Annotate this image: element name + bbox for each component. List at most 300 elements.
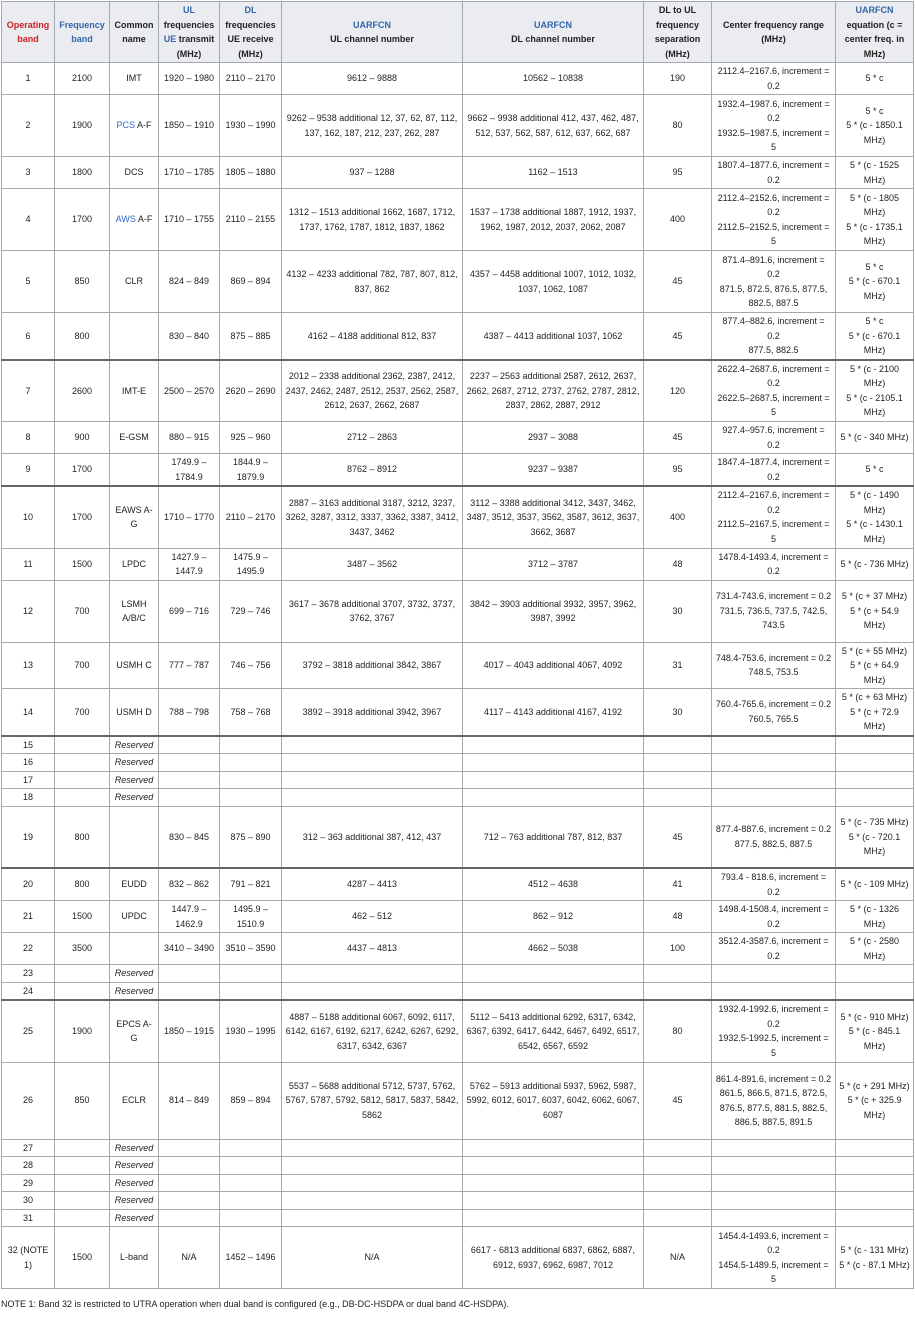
cell-equation [836, 1174, 914, 1192]
cell-center-range: 3512.4-3587.6, increment = 0.2 [712, 933, 836, 965]
cell-ul-channel [282, 965, 463, 983]
cell-center-range [712, 1174, 836, 1192]
cell-center-range [712, 1157, 836, 1175]
col-dl-frequencies: DL frequencies UE receive (MHz) [220, 2, 282, 63]
cell-band: 24 [2, 982, 55, 1000]
cell-equation: 5 * (c - 2100 MHz) 5 * (c - 2105.1 MHz) [836, 360, 914, 422]
cell-frequency: 1800 [55, 157, 110, 189]
cell-dl-channel: 5112 – 5413 additional 6292, 6317, 6342, 6367, 6392, 6417, 6442, 6467, 6492, 6517, 6542, 6567, 6592 [463, 1000, 644, 1062]
cell-center-range: 2112.4–2167.6, increment = 0.2 2112.5–2167.5, increment = 5 [712, 486, 836, 548]
table-row [2, 313, 914, 360]
cell-separation: N/A [644, 1227, 712, 1289]
cell-dl-freq: 1475.9 – 1495.9 [220, 548, 282, 580]
table-row [2, 95, 914, 157]
cell-ul-channel: 312 – 363 additional 387, 412, 437 [282, 806, 463, 868]
cell-separation: 95 [644, 454, 712, 487]
cell-frequency [55, 1174, 110, 1192]
common-name-suffix: A-F [135, 120, 152, 131]
cell-ul-freq [159, 736, 220, 754]
table-row [2, 157, 914, 189]
cell-band: 26 [2, 1062, 55, 1139]
table-row [2, 689, 914, 736]
cell-center-range: 1932.4-1992.6, increment = 0.2 1932.5-1992.5, increment = 5 [712, 1000, 836, 1062]
cell-ul-freq: 1749.9 – 1784.9 [159, 454, 220, 487]
cell-band: 22 [2, 933, 55, 965]
cell-separation: 48 [644, 901, 712, 933]
table-row [2, 1157, 914, 1175]
cell-ul-channel: 2887 – 3163 additional 3187, 3212, 3237, 3262, 3287, 3312, 3337, 3362, 3387, 3412, 3437, 3462 [282, 486, 463, 548]
cell-ul-freq: 1427.9 – 1447.9 [159, 548, 220, 580]
cell-common-name: EUDD [110, 868, 159, 901]
cell-ul-channel [282, 982, 463, 1000]
table-row [2, 548, 914, 580]
cell-dl-freq: 925 – 960 [220, 422, 282, 454]
cell-dl-freq: 746 – 756 [220, 642, 282, 689]
cell-ul-freq: 777 – 787 [159, 642, 220, 689]
cell-ul-channel: 937 – 1288 [282, 157, 463, 189]
cell-frequency: 1500 [55, 548, 110, 580]
cell-ul-channel: 3487 – 3562 [282, 548, 463, 580]
cell-separation [644, 1174, 712, 1192]
cell-equation: 5 * (c - 736 MHz) [836, 548, 914, 580]
cell-frequency: 1700 [55, 454, 110, 487]
cell-band: 3 [2, 157, 55, 189]
common-name-link[interactable]: PCS [116, 120, 135, 131]
cell-dl-freq [220, 789, 282, 807]
cell-ul-channel: 462 – 512 [282, 901, 463, 933]
cell-common-name: Reserved [110, 736, 159, 754]
cell-ul-freq: 832 – 862 [159, 868, 220, 901]
cell-ul-freq [159, 789, 220, 807]
cell-band: 10 [2, 486, 55, 548]
cell-frequency: 800 [55, 806, 110, 868]
cell-equation [836, 1209, 914, 1227]
cell-common-name: Reserved [110, 1157, 159, 1175]
cell-frequency: 800 [55, 868, 110, 901]
cell-dl-freq: 758 – 768 [220, 689, 282, 736]
cell-center-range [712, 1192, 836, 1210]
cell-dl-channel: 3712 – 3787 [463, 548, 644, 580]
footnote: NOTE 1: Band 32 is restricted to UTRA operation when dual band is configured (e.g., DB-DC-HSDPA or dual band 4C-HSDPA). [1, 1299, 509, 1309]
cell-equation: 5 * (c + 37 MHz) 5 * (c + 54.9 MHz) [836, 580, 914, 642]
cell-equation: 5 * (c - 910 MHz) 5 * (c - 845.1 MHz) [836, 1000, 914, 1062]
cell-center-range [712, 754, 836, 772]
cell-center-range: 871.4–891.6, increment = 0.2 871.5, 872.5, 876.5, 877.5, 882.5, 887.5 [712, 251, 836, 313]
cell-ul-freq: 830 – 840 [159, 313, 220, 360]
cell-dl-channel [463, 754, 644, 772]
cell-band: 25 [2, 1000, 55, 1062]
cell-separation: 120 [644, 360, 712, 422]
cell-frequency: 1500 [55, 901, 110, 933]
cell-dl-freq: 1930 – 1995 [220, 1000, 282, 1062]
cell-center-range: 1932.4–1987.6, increment = 0.2 1932.5–1987.5, increment = 5 [712, 95, 836, 157]
common-name-suffix: A-F [135, 214, 153, 225]
cell-center-range [712, 982, 836, 1000]
cell-common-name [110, 454, 159, 487]
cell-center-range [712, 1139, 836, 1157]
cell-dl-freq [220, 1157, 282, 1175]
cell-separation: 190 [644, 63, 712, 95]
table-row [2, 806, 914, 868]
cell-dl-channel: 712 – 763 additional 787, 812, 837 [463, 806, 644, 868]
cell-common-name: EPCS A-G [110, 1000, 159, 1062]
cell-common-name: Reserved [110, 965, 159, 983]
cell-ul-freq: 814 – 849 [159, 1062, 220, 1139]
cell-ul-channel: 3792 – 3818 additional 3842, 3867 [282, 642, 463, 689]
cell-common-name: E-GSM [110, 422, 159, 454]
cell-ul-freq: 880 – 915 [159, 422, 220, 454]
cell-common-name [110, 95, 159, 157]
cell-ul-freq [159, 1139, 220, 1157]
cell-separation [644, 1192, 712, 1210]
cell-center-range [712, 771, 836, 789]
cell-dl-channel [463, 736, 644, 754]
cell-band: 9 [2, 454, 55, 487]
cell-dl-freq [220, 965, 282, 983]
cell-ul-channel: 5537 – 5688 additional 5712, 5737, 5762, 5767, 5787, 5792, 5812, 5817, 5837, 5842, 5862 [282, 1062, 463, 1139]
table-row [2, 1174, 914, 1192]
cell-ul-freq [159, 771, 220, 789]
cell-dl-channel: 1162 – 1513 [463, 157, 644, 189]
cell-band: 28 [2, 1157, 55, 1175]
cell-frequency: 850 [55, 251, 110, 313]
col-common-name: Common name [110, 2, 159, 63]
table-row [2, 771, 914, 789]
cell-common-name: Reserved [110, 754, 159, 772]
cell-center-range: 1478.4-1493.4, increment = 0.2 [712, 548, 836, 580]
table-row [2, 965, 914, 983]
col-center-frequency: Center frequency range (MHz) [712, 2, 836, 63]
table-row [2, 189, 914, 251]
cell-frequency [55, 789, 110, 807]
cell-dl-channel: 3112 – 3388 additional 3412, 3437, 3462, 3487, 3512, 3537, 3562, 3587, 3612, 3637, 3662, 3687 [463, 486, 644, 548]
dl-link[interactable]: DL [244, 5, 257, 15]
cell-center-range: 2622.4–2687.6, increment = 0.2 2622.5–2687.5, increment = 5 [712, 360, 836, 422]
cell-frequency: 1900 [55, 1000, 110, 1062]
cell-ul-freq: 3410 – 3490 [159, 933, 220, 965]
cell-frequency [55, 1209, 110, 1227]
cell-center-range [712, 1209, 836, 1227]
cell-dl-channel: 5762 – 5913 additional 5937, 5962, 5987, 5992, 6012, 6017, 6037, 6042, 6062, 6067, 6087 [463, 1062, 644, 1139]
cell-dl-channel: 9237 – 9387 [463, 454, 644, 487]
cell-frequency: 800 [55, 313, 110, 360]
col-ul-frequencies: UL frequencies UE transmit (MHz) [159, 2, 220, 63]
cell-equation: 5 * c [836, 63, 914, 95]
cell-band: 7 [2, 360, 55, 422]
common-name-link[interactable]: AWS [115, 214, 136, 225]
cell-common-name: IMT-E [110, 360, 159, 422]
cell-center-range: 1498.4-1508.4, increment = 0.2 [712, 901, 836, 933]
ul-link[interactable]: UL [183, 5, 195, 15]
cell-common-name: UPDC [110, 901, 159, 933]
cell-common-name: IMT [110, 63, 159, 95]
cell-frequency [55, 1157, 110, 1175]
cell-equation: 5 * (c - 131 MHz) 5 * (c - 87.1 MHz) [836, 1227, 914, 1289]
table-row [2, 736, 914, 754]
cell-dl-channel [463, 1209, 644, 1227]
cell-common-name: DCS [110, 157, 159, 189]
cell-equation: 5 * (c - 340 MHz) [836, 422, 914, 454]
table-row [2, 1062, 914, 1139]
cell-dl-freq: 1930 – 1990 [220, 95, 282, 157]
cell-dl-channel: 1537 – 1738 additional 1887, 1912, 1937, 1962, 1987, 2012, 2037, 2062, 2087 [463, 189, 644, 251]
col-ul-channel: UARFCN UL channel number [282, 2, 463, 63]
cell-ul-freq [159, 1174, 220, 1192]
cell-dl-channel [463, 1157, 644, 1175]
cell-band: 30 [2, 1192, 55, 1210]
cell-band: 14 [2, 689, 55, 736]
uarfcn-dl-link[interactable]: UARFCN [534, 19, 572, 30]
cell-ul-freq: 2500 – 2570 [159, 360, 220, 422]
cell-separation [644, 1209, 712, 1227]
cell-ul-freq: 1850 – 1910 [159, 95, 220, 157]
cell-band: 17 [2, 771, 55, 789]
cell-dl-freq [220, 982, 282, 1000]
cell-ul-channel [282, 1139, 463, 1157]
table-row [2, 789, 914, 807]
cell-center-range: 2112.4–2152.6, increment = 0.2 2112.5–2152.5, increment = 5 [712, 189, 836, 251]
col-dl-channel: UARFCN DL channel number [463, 2, 644, 63]
cell-center-range: 1847.4–1877.4, increment = 0.2 [712, 454, 836, 487]
cell-dl-freq [220, 771, 282, 789]
cell-ul-freq [159, 982, 220, 1000]
cell-dl-channel: 9662 – 9938 additional 412, 437, 462, 487, 512, 537, 562, 587, 612, 637, 662, 687 [463, 95, 644, 157]
cell-center-range: 731.4-743.6, increment = 0.2 731.5, 736.5, 737.5, 742.5, 743.5 [712, 580, 836, 642]
cell-equation: 5 * c 5 * (c - 1850.1 MHz) [836, 95, 914, 157]
cell-center-range [712, 736, 836, 754]
cell-dl-freq: 2110 – 2170 [220, 486, 282, 548]
cell-ul-channel: 4162 – 4188 additional 812, 837 [282, 313, 463, 360]
cell-band: 6 [2, 313, 55, 360]
cell-separation: 95 [644, 157, 712, 189]
col-frequency-band[interactable]: Frequency band [55, 2, 110, 63]
cell-dl-freq: 729 – 746 [220, 580, 282, 642]
cell-ul-channel [282, 1192, 463, 1210]
cell-ul-freq [159, 1192, 220, 1210]
table-row [2, 251, 914, 313]
cell-center-range [712, 789, 836, 807]
cell-ul-channel: N/A [282, 1227, 463, 1289]
cell-center-range: 861.4-891.6, increment = 0.2 861.5, 866.5, 871.5, 872.5, 876.5, 877.5, 881.5, 882.5, 886.5, 887.5, 891.5 [712, 1062, 836, 1139]
cell-common-name [110, 313, 159, 360]
cell-dl-freq: 2110 – 2155 [220, 189, 282, 251]
cell-ul-freq: 699 – 716 [159, 580, 220, 642]
cell-center-range: 877.4-887.6, increment = 0.2 877.5, 882.5, 887.5 [712, 806, 836, 868]
cell-dl-freq: 1844.9 – 1879.9 [220, 454, 282, 487]
table-row [2, 1000, 914, 1062]
cell-dl-freq [220, 736, 282, 754]
cell-common-name: Reserved [110, 789, 159, 807]
cell-band: 32 (NOTE 1) [2, 1227, 55, 1289]
cell-frequency: 3500 [55, 933, 110, 965]
cell-equation [836, 736, 914, 754]
cell-frequency: 900 [55, 422, 110, 454]
cell-frequency: 1700 [55, 486, 110, 548]
table-row [2, 642, 914, 689]
cell-common-name: Reserved [110, 1209, 159, 1227]
cell-dl-channel: 10562 – 10838 [463, 63, 644, 95]
cell-ul-freq [159, 965, 220, 983]
cell-center-range: 2112.4–2167.6, increment = 0.2 [712, 63, 836, 95]
cell-equation [836, 789, 914, 807]
cell-dl-freq: 2110 – 2170 [220, 63, 282, 95]
cell-separation: 45 [644, 313, 712, 360]
cell-ul-freq: 1850 – 1915 [159, 1000, 220, 1062]
cell-equation [836, 1157, 914, 1175]
cell-frequency: 2100 [55, 63, 110, 95]
cell-center-range [712, 965, 836, 983]
cell-dl-freq: 2620 – 2690 [220, 360, 282, 422]
cell-common-name [110, 189, 159, 251]
cell-separation [644, 982, 712, 1000]
table-row [2, 868, 914, 901]
cell-band: 13 [2, 642, 55, 689]
table-row [2, 1227, 914, 1289]
col-equation: UARFCN equation (c = center freq. in MHz) [836, 2, 914, 63]
cell-separation: 41 [644, 868, 712, 901]
cell-ul-channel [282, 771, 463, 789]
cell-common-name: L-band [110, 1227, 159, 1289]
cell-ul-freq [159, 1157, 220, 1175]
cell-dl-channel: 4387 – 4413 additional 1037, 1062 [463, 313, 644, 360]
cell-frequency [55, 1192, 110, 1210]
cell-dl-channel: 3842 – 3903 additional 3932, 3957, 3962, 3987, 3992 [463, 580, 644, 642]
cell-separation: 45 [644, 1062, 712, 1139]
cell-ul-channel [282, 1157, 463, 1175]
cell-ul-channel: 4437 – 4813 [282, 933, 463, 965]
cell-ul-channel: 9262 – 9538 additional 12, 37, 62, 87, 112, 137, 162, 187, 212, 237, 262, 287 [282, 95, 463, 157]
cell-dl-freq: 859 – 894 [220, 1062, 282, 1139]
cell-common-name: Reserved [110, 1192, 159, 1210]
cell-equation: 5 * (c - 735 MHz) 5 * (c - 720.1 MHz) [836, 806, 914, 868]
uarfcn-ul-link[interactable]: UARFCN [353, 19, 391, 30]
cell-equation: 5 * (c + 63 MHz) 5 * (c + 72.9 MHz) [836, 689, 914, 736]
cell-ul-freq: 830 – 845 [159, 806, 220, 868]
cell-frequency [55, 982, 110, 1000]
cell-dl-freq: 3510 – 3590 [220, 933, 282, 965]
cell-ul-freq: 1447.9 – 1462.9 [159, 901, 220, 933]
cell-separation: 31 [644, 642, 712, 689]
cell-ul-channel: 9612 – 9888 [282, 63, 463, 95]
cell-separation [644, 736, 712, 754]
cell-band: 5 [2, 251, 55, 313]
uarfcn-eq-link[interactable]: UARFCN [855, 5, 894, 15]
cell-frequency: 850 [55, 1062, 110, 1139]
cell-separation: 80 [644, 95, 712, 157]
cell-dl-channel: 4117 – 4143 additional 4167, 4192 [463, 689, 644, 736]
cell-band: 29 [2, 1174, 55, 1192]
cell-separation [644, 754, 712, 772]
table-row [2, 982, 914, 1000]
cell-ul-channel: 4287 – 4413 [282, 868, 463, 901]
cell-frequency [55, 736, 110, 754]
cell-dl-freq: 875 – 885 [220, 313, 282, 360]
cell-ul-freq: 788 – 798 [159, 689, 220, 736]
cell-band: 8 [2, 422, 55, 454]
cell-ul-channel [282, 736, 463, 754]
cell-common-name [110, 806, 159, 868]
cell-frequency: 1500 [55, 1227, 110, 1289]
cell-frequency [55, 1139, 110, 1157]
cell-ul-channel [282, 754, 463, 772]
header-row [2, 2, 914, 63]
cell-equation: 5 * (c - 109 MHz) [836, 868, 914, 901]
cell-separation [644, 1157, 712, 1175]
cell-dl-freq: 1805 – 1880 [220, 157, 282, 189]
cell-band: 16 [2, 754, 55, 772]
table-row [2, 1139, 914, 1157]
cell-separation: 45 [644, 422, 712, 454]
cell-ul-freq [159, 1209, 220, 1227]
cell-center-range: 748.4-753.6, increment = 0.2 748.5, 753.5 [712, 642, 836, 689]
cell-dl-channel [463, 789, 644, 807]
cell-separation: 30 [644, 689, 712, 736]
cell-common-name: Reserved [110, 982, 159, 1000]
cell-dl-channel [463, 965, 644, 983]
cell-ul-channel: 3892 – 3918 additional 3942, 3967 [282, 689, 463, 736]
cell-frequency: 1900 [55, 95, 110, 157]
cell-center-range: 760.4-765.6, increment = 0.2 760.5, 765.5 [712, 689, 836, 736]
cell-band: 21 [2, 901, 55, 933]
cell-center-range: 793.4 - 818.6, increment = 0.2 [712, 868, 836, 901]
table-row [2, 901, 914, 933]
cell-ul-channel [282, 1209, 463, 1227]
cell-equation: 5 * (c + 55 MHz) 5 * (c + 64.9 MHz) [836, 642, 914, 689]
cell-dl-freq [220, 1174, 282, 1192]
cell-separation [644, 789, 712, 807]
cell-center-range: 877.4–882.6, increment = 0.2 877.5, 882.5 [712, 313, 836, 360]
cell-band: 2 [2, 95, 55, 157]
cell-band: 23 [2, 965, 55, 983]
table-row [2, 1209, 914, 1227]
cell-separation: 100 [644, 933, 712, 965]
cell-equation [836, 982, 914, 1000]
cell-ul-channel: 2012 – 2338 additional 2362, 2387, 2412, 2437, 2462, 2487, 2512, 2537, 2562, 2587, 2612, 2637, 2662, 2687 [282, 360, 463, 422]
cell-band: 27 [2, 1139, 55, 1157]
ue-link[interactable]: UE [163, 34, 177, 44]
cell-dl-freq: 1495.9 – 1510.9 [220, 901, 282, 933]
col-operating-band[interactable]: Operating band [2, 2, 55, 63]
cell-band: 31 [2, 1209, 55, 1227]
cell-ul-channel: 1312 – 1513 additional 1662, 1687, 1712, 1737, 1762, 1787, 1812, 1837, 1862 [282, 189, 463, 251]
cell-separation: 48 [644, 548, 712, 580]
cell-equation: 5 * c 5 * (c - 670.1 MHz) [836, 313, 914, 360]
cell-common-name: EAWS A-G [110, 486, 159, 548]
cell-separation [644, 965, 712, 983]
cell-dl-channel: 4017 – 4043 additional 4067, 4092 [463, 642, 644, 689]
table-row [2, 1192, 914, 1210]
cell-dl-freq: 875 – 890 [220, 806, 282, 868]
cell-separation: 400 [644, 486, 712, 548]
cell-ul-channel: 2712 – 2863 [282, 422, 463, 454]
cell-frequency: 2600 [55, 360, 110, 422]
cell-center-range: 1807.4–1877.6, increment = 0.2 [712, 157, 836, 189]
cell-band: 1 [2, 63, 55, 95]
table-row [2, 360, 914, 422]
cell-ul-channel [282, 1174, 463, 1192]
cell-band: 4 [2, 189, 55, 251]
cell-common-name: CLR [110, 251, 159, 313]
cell-frequency: 700 [55, 642, 110, 689]
cell-band: 12 [2, 580, 55, 642]
cell-dl-channel: 4512 – 4638 [463, 868, 644, 901]
cell-dl-channel: 2937 – 3088 [463, 422, 644, 454]
cell-dl-channel [463, 982, 644, 1000]
cell-dl-freq [220, 1192, 282, 1210]
table-row [2, 454, 914, 487]
cell-ul-freq: N/A [159, 1227, 220, 1289]
cell-dl-channel [463, 1139, 644, 1157]
